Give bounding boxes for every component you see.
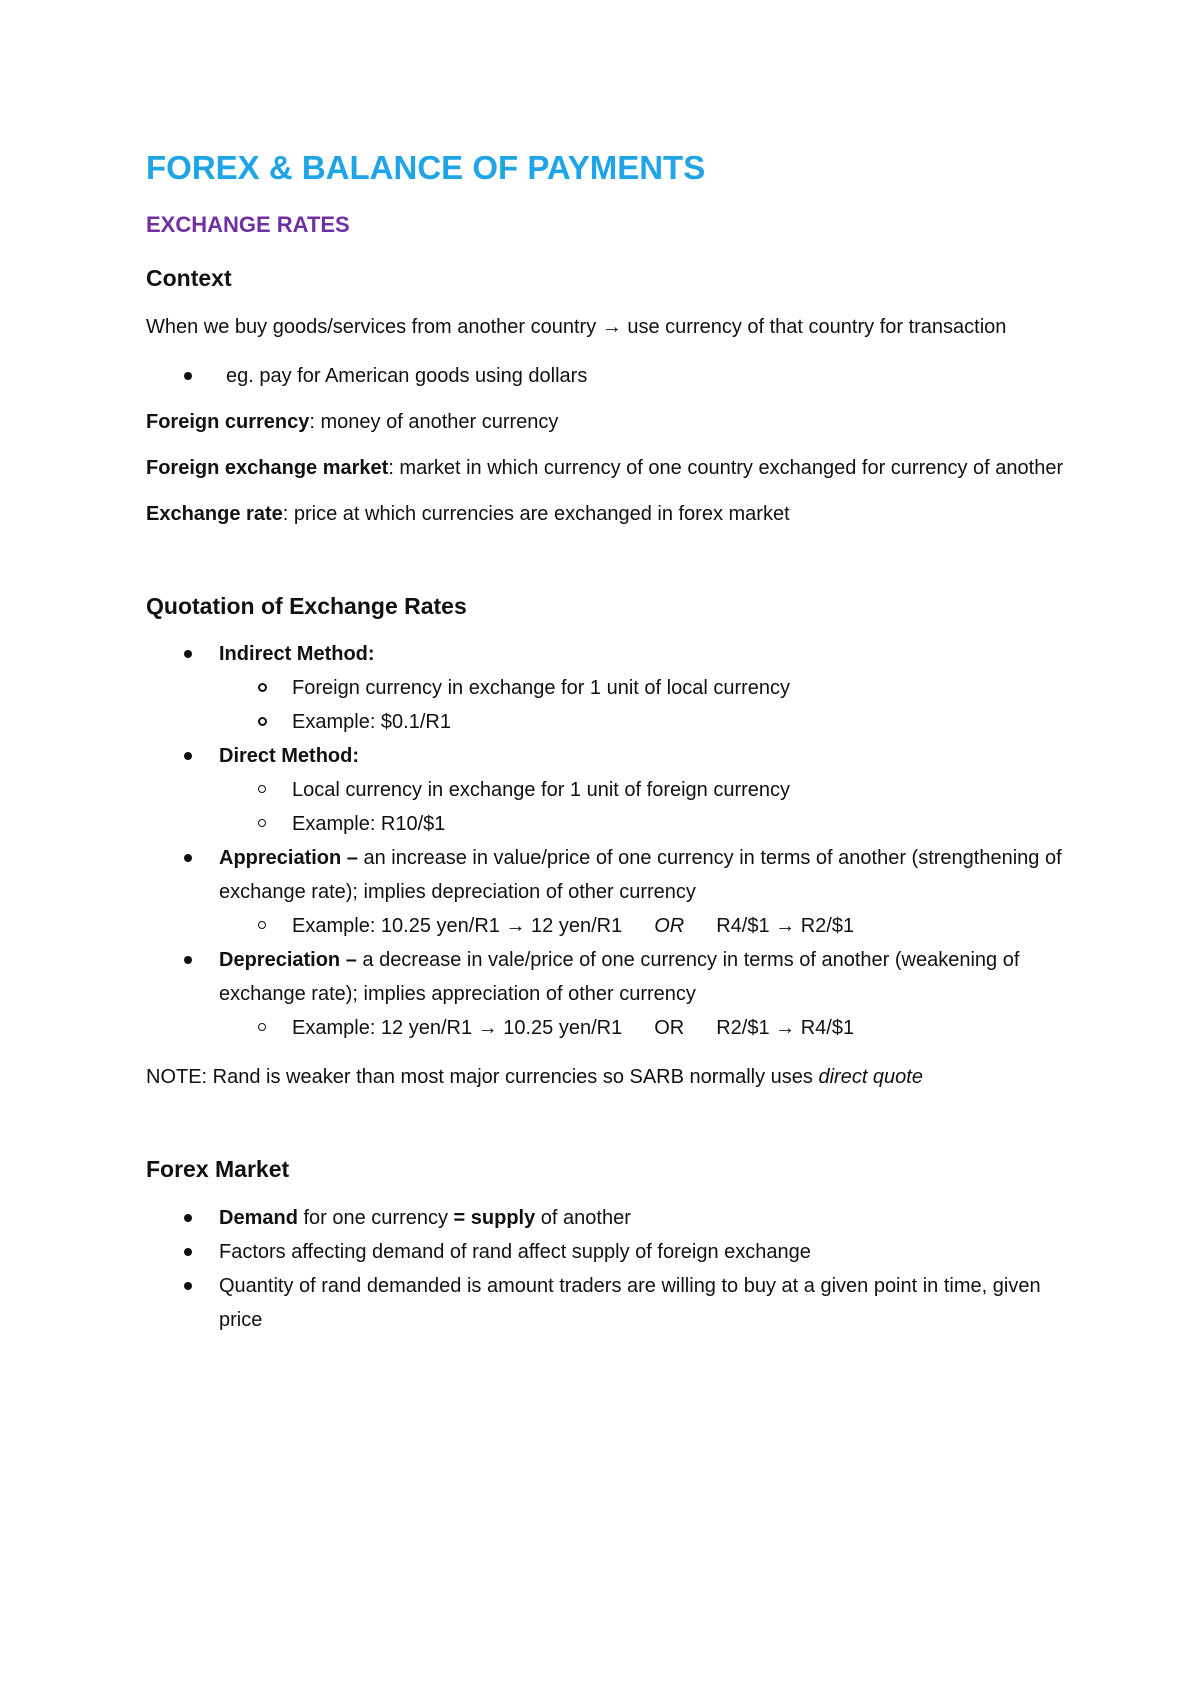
or-label: OR: [654, 915, 685, 938]
note-text: NOTE: Rand is weaker than most major currencies so SARB normally uses: [146, 1066, 819, 1089]
definition-separator: :: [388, 456, 394, 479]
list-item-depreciation: [146, 943, 1066, 1011]
list-subitem-appreciation-example: [146, 909, 1066, 943]
example-value: Example: 10.25 yen/R1: [292, 915, 500, 938]
definition-term: Exchange rate: [146, 502, 283, 525]
arrow-right-icon: →: [477, 1017, 498, 1040]
list-subitem-depreciation-example: [146, 1011, 1066, 1045]
context-bullet-list: [146, 359, 1066, 393]
list-subitem: Foreign currency in exchange for 1 unit of local currency: [146, 671, 1066, 705]
definition-foreign-currency: [146, 405, 1066, 439]
example-value: 12 yen/R1: [531, 915, 623, 938]
definition-text: money of another currency: [314, 410, 559, 433]
arrow-right-icon: →: [775, 1017, 796, 1040]
or-label: OR: [654, 1017, 685, 1040]
depreciation-text: a decrease in vale/price of one currency in terms of another (weakening of exchange rate); implies appreciation of other currency: [219, 949, 1020, 1006]
note-emphasis: direct quote: [818, 1066, 923, 1089]
forex-market-list: [146, 1201, 1066, 1337]
example-value: R2/$1: [800, 915, 855, 938]
definition-term: Foreign exchange market: [146, 456, 389, 479]
document-content: [146, 148, 1066, 1337]
list-subitem: Local currency in exchange for 1 unit of foreign currency: [146, 773, 1066, 807]
demand-term: Demand: [219, 1206, 298, 1229]
context-intro-part-a: When we buy goods/services from another country: [146, 315, 597, 338]
definition-exchange-rate: [146, 497, 1066, 531]
arrow-right-icon: →: [601, 315, 622, 338]
indirect-method-label: Indirect Method:: [219, 643, 375, 666]
document-title: FOREX & BALANCE OF PAYMENTS: [146, 149, 706, 186]
list-item-appreciation: [146, 841, 1066, 909]
list-subitem: Example: $0.1/R1: [146, 705, 1066, 739]
example-value: Example: 12 yen/R1: [292, 1017, 473, 1040]
demand-text: for one currency: [297, 1206, 454, 1229]
depreciation-label: Depreciation –: [219, 949, 357, 972]
list-item: Factors affecting demand of rand affect supply of foreign exchange: [146, 1235, 1066, 1269]
definition-term: Foreign currency: [146, 410, 310, 433]
context-intro-part-b: use currency of that country for transaction: [627, 315, 1007, 338]
definition-text: market in which currency of one country exchanged for currency of another: [393, 456, 1064, 479]
list-subitem: Example: R10/$1: [146, 807, 1066, 841]
supply-term: = supply: [453, 1206, 536, 1229]
example-value: R2/$1: [716, 1017, 770, 1040]
appreciation-text: an increase in value/price of one currency in terms of another (strengthening of exchange rate); implies depreciation of other currency: [219, 847, 1062, 904]
subheading-forex-market: Forex Market: [146, 1156, 290, 1183]
list-item: [146, 1201, 1066, 1235]
direct-method-label: Direct Method:: [219, 745, 359, 768]
quotation-list: [146, 637, 1066, 1045]
definition-forex-market: [146, 451, 1066, 485]
note-paragraph: [146, 1060, 1066, 1094]
list-item: eg. pay for American goods using dollars: [146, 359, 1066, 393]
appreciation-label: Appreciation –: [219, 847, 358, 870]
context-intro: [146, 310, 1066, 344]
section-heading-exchange-rates: EXCHANGE RATES: [146, 211, 350, 237]
demand-text-end: of another: [535, 1206, 631, 1229]
subheading-context: Context: [146, 264, 232, 291]
definition-text: price at which currencies are exchanged in forex market: [288, 502, 790, 525]
subheading-quotation: Quotation of Exchange Rates: [146, 592, 467, 619]
arrow-right-icon: →: [775, 915, 796, 938]
example-value: 10.25 yen/R1: [503, 1017, 623, 1040]
list-item-direct: [146, 739, 1066, 773]
definition-separator: :: [282, 502, 289, 525]
definition-separator: :: [309, 410, 315, 433]
list-item-indirect: [146, 637, 1066, 671]
list-item: Quantity of rand demanded is amount traders are willing to buy at a given point in time, given price: [146, 1269, 1066, 1337]
example-value: R4/$1: [800, 1017, 855, 1040]
example-value: R4/$1: [716, 915, 770, 938]
arrow-right-icon: →: [505, 915, 526, 938]
